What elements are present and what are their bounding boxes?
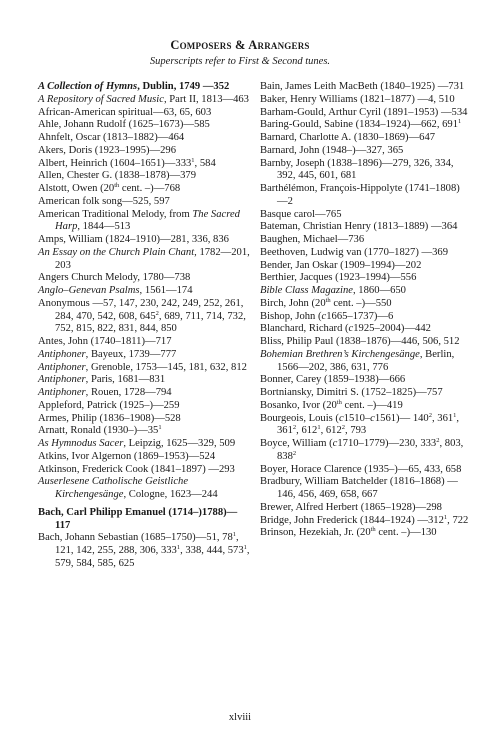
index-entry: A Repository of Sacred Music, Part II, 1813—463 [38, 93, 249, 105]
index-entry: Barnard, John (1948–)—327, 365 [260, 144, 404, 156]
index-entry: Basque carol—765 [260, 208, 342, 220]
index-entry: Angers Church Melody, 1780—738 [38, 272, 191, 284]
index-entry: As Hymnodus Sacer, Leipzig, 1625—329, 509 [38, 438, 236, 449]
index-entry: Bach, Carl Philipp Emanuel (1714–)1788)—117 [38, 506, 238, 531]
index-entry: American folk song—525, 597 [38, 195, 170, 207]
index-entry: Bateman, Christian Henry (1813–1889) —364 [260, 221, 458, 233]
index-entry: Barnard, Charlotte A. (1830–1869)—647 [260, 132, 436, 143]
index-entry: Birch, John (20th cent. –)—550 [260, 296, 392, 309]
index-entry: Brewer, Alfred Herbert (1865–1928)—298 [260, 501, 442, 513]
index-entry: Atkinson, Frederick Cook (1841–1897) —293 [38, 463, 235, 475]
index-entry: An Essay on the Church Plain Chant, 1782—201, 203 [38, 246, 250, 271]
index-entry: Bender, Jan Oskar (1909–1994)—202 [260, 259, 422, 271]
index-entry: Baker, Henry Williams (1821–1877) —4, 510 [260, 93, 455, 105]
index-entry: Appleford, Patrick (1925–)—259 [38, 399, 180, 411]
index-entry: Auserlesene Catholische Geistliche Kirchengesänge, Cologne, 1623—244 [38, 476, 218, 500]
index-entry: Barthélémon, François-Hippolyte (1741–1808)—2 [260, 183, 460, 207]
index-entry: Antiphoner, Grenoble, 1753—145, 181, 632, 812 [38, 361, 247, 373]
index-entry: Ahnfelt, Oscar (1813–1882)—464 [38, 132, 185, 143]
index-entry: Bishop, John (c1665–1737)—6 [260, 310, 394, 322]
index-entry: Bortniansky, Dimitri S. (1752–1825)—757 [260, 387, 443, 398]
index-entry: Amps, William (1824–1910)—281, 336, 836 [38, 234, 229, 245]
page-subtitle: Superscripts refer to First & Second tunes. [149, 56, 331, 67]
index-entry: Berthier, Jacques (1923–1994)—556 [260, 272, 417, 284]
index-entry: African-American spiritual—63, 65, 603 [38, 106, 212, 118]
index-entry: Brinson, Hezekiah, Jr. (20th cent. –)—130 [260, 526, 437, 539]
index-entry: Bosanko, Ivor (20th cent. –)—419 [260, 398, 403, 411]
index-entry: A Collection of Hymns, Dublin, 1749 —352 [38, 81, 230, 92]
index-entry: Antiphoner, Paris, 1681—831 [38, 374, 166, 386]
index-entry: Barham-Gould, Arthur Cyril (1891–1953) —534 [260, 106, 468, 118]
index-entry: Bradbury, William Batchelder (1816–1868) —146, 456, 469, 658, 667 [260, 476, 458, 500]
index-entry: Barnby, Joseph (1838–1896)—279, 326, 334, 392, 445, 601, 681 [260, 157, 454, 182]
index-entry: Bible Class Magazine, 1860—650 [260, 285, 406, 296]
index-entry: Albert, Heinrich $(1604-1651)—333^1$, 584 [38, 156, 216, 169]
index-entry: Boyer, Horace Clarence (1935–)—65, 433, 658 [260, 463, 462, 475]
index-entry: Boyce, William (c1710–1779)—230, $333^2$, 803, $838^2$ [260, 437, 464, 462]
index-entry: Baring-Gould, Sabine (1834–1924)—662, $691^1$ [260, 118, 462, 131]
page-number: xlviii [228, 712, 252, 723]
index-entry: Anglo–Genevan Psalms, 1561—174 [38, 285, 193, 296]
index-entry: Armes, Philip (1836–1908)—528 [38, 412, 181, 424]
index-entry: Antiphoner, Bayeux, 1739—777 [38, 348, 177, 360]
left-column [38, 81, 250, 571]
index-entry: Antes, John (1740–1811)—717 [38, 336, 172, 347]
index-entry: Bohemian Brethren’s Kirchengesänge, Berlin, 1566—202, 386, 631, 776 [260, 348, 455, 373]
index-entry: Ahle, Johann Rudolf (1625–1673)—585 [38, 119, 210, 131]
index-entry: Bourgeois, Louis (c1510–c1561)— $140^2$, $361^1$, $361^2$, $612^1$, $612^2$, 793 [260, 411, 460, 437]
page-title: Composers & Arrangers [170, 38, 310, 52]
index-entry: Arnatt, Ronald $(1930-)—35^1$ [38, 424, 162, 437]
index-entry: Bach, Johann Sebastian (1685–1750)—51, $78^1$, 121, 142, 255, 288, 306, $333^1$, 338, 444, $573^1$, 579, 584, 585, 625 [38, 531, 250, 569]
index-entry: Baughen, Michael—736 [260, 234, 365, 245]
index-entry: Bridge, John Frederick (1844–1924) $—312^1$, 722 [260, 513, 469, 526]
index-entry: Beethoven, Ludwig van (1770–1827) —369 [260, 246, 449, 258]
right-column [260, 81, 470, 540]
index-entry: Akers, Doris (1923–1995)—296 [38, 144, 176, 156]
index-entry: Bonner, Carey (1859–1938)—666 [260, 374, 406, 386]
index-entry: Allen, Chester G. (1838–1878)—379 [38, 170, 197, 182]
index-entry: Anonymous —57, 147, 230, 242, 249, 252, 261, 284, 470, 542, 608, $645^2$, 689, 711, 714, 732, 752, 815, 822, 831, 844, 850 [38, 297, 246, 335]
index-entry: Atkins, Ivor Algernon (1869–1953)—524 [38, 450, 216, 462]
index-entry: Bliss, Philip Paul (1838–1876)—446, 506, 512 [260, 336, 460, 347]
index-entry: Blanchard, Richard (c1925–2004)—442 [260, 323, 431, 335]
index-entry: Alstott, Owen (20th cent. –)—768 [38, 182, 181, 194]
index-entry: Bain, James Leith MacBeth (1840–1925) —731 [260, 81, 465, 92]
index-entry: Antiphoner, Rouen, 1728—794 [38, 387, 172, 398]
index-entry: American Traditional Melody, from The Sacred Harp, 1844—513 [38, 208, 240, 233]
